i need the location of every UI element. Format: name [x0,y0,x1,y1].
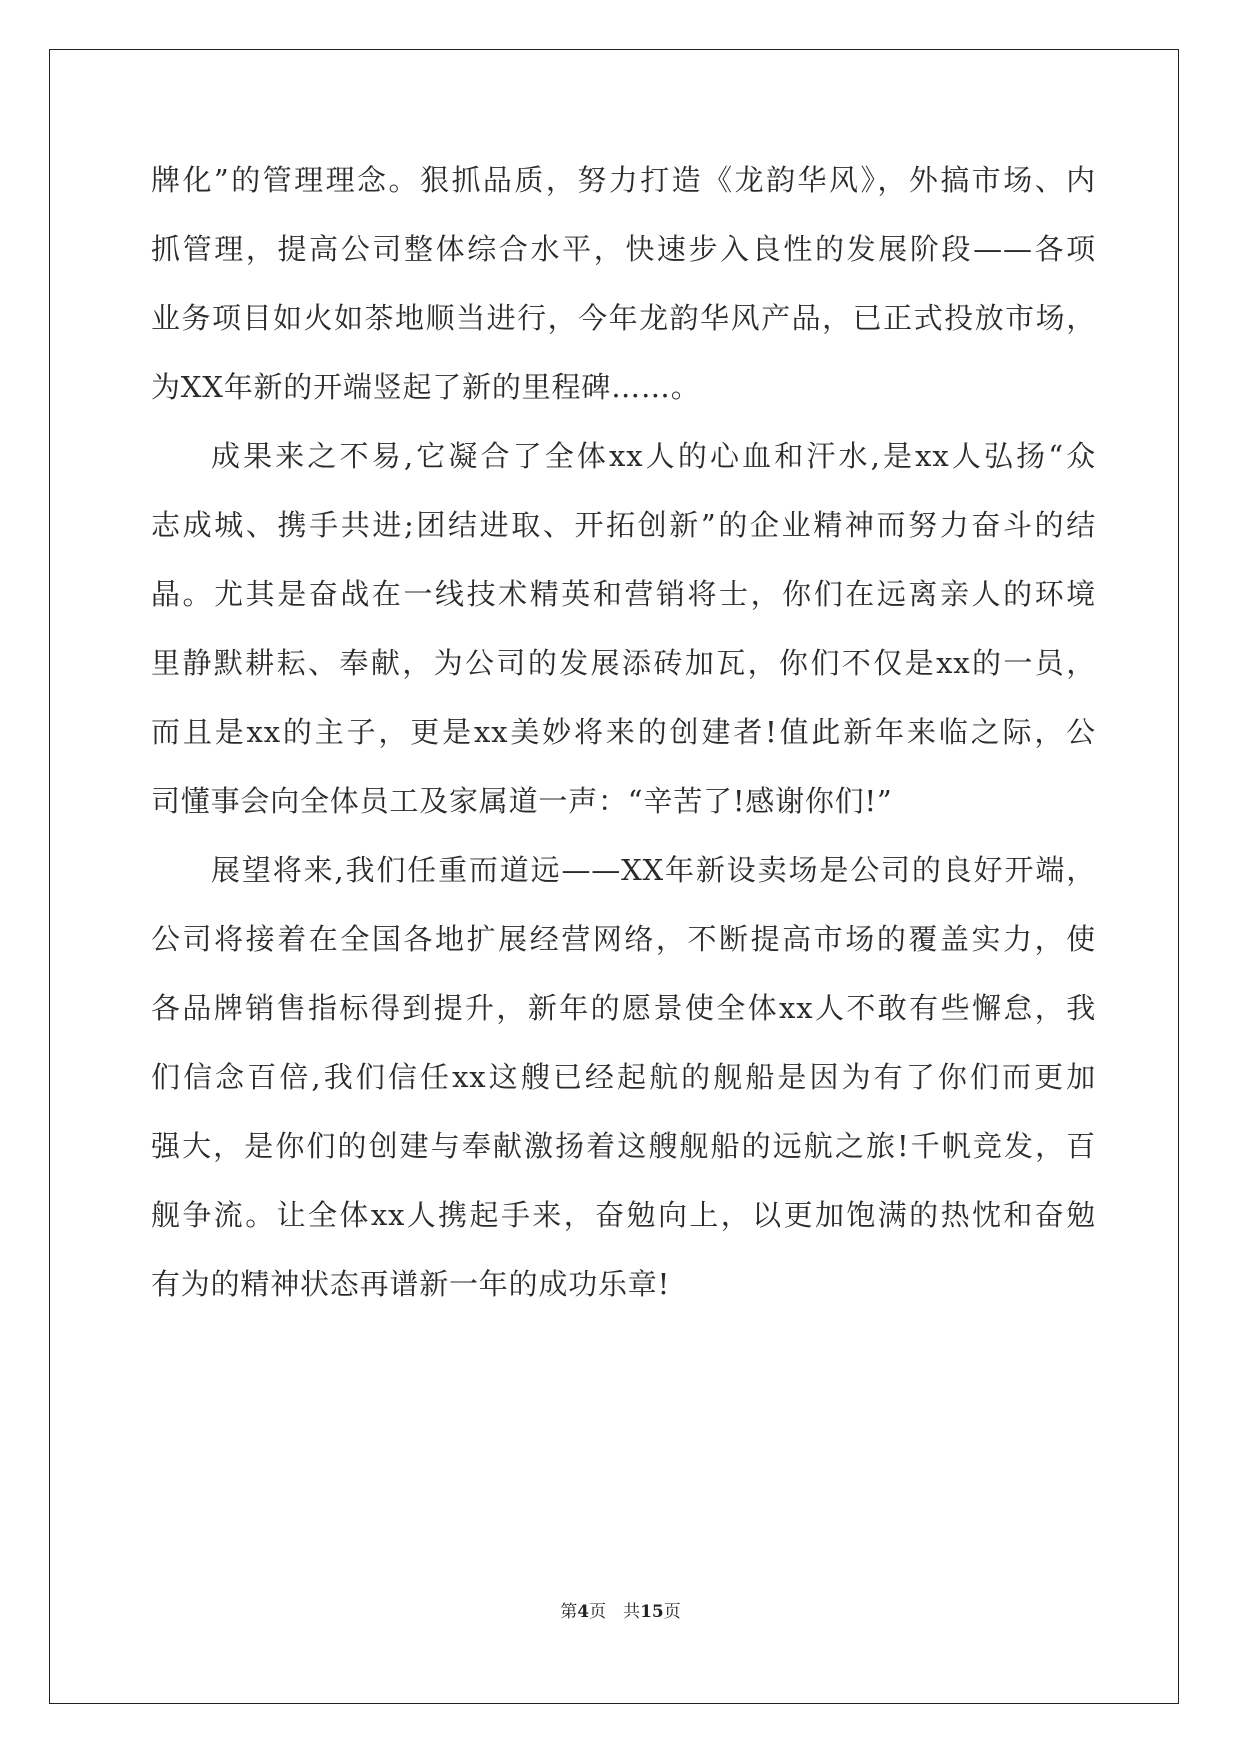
paragraph-3-line-7: 有为的精神状态再谱新一年的成功乐章! [151,1267,671,1301]
footer-prefix: 第 [560,1602,578,1622]
paragraph-2-line-5: 而且是xx的主子，更是xx美妙将来的创建者!值此新年来临之际，公 [151,715,1096,749]
paragraph-3-line-6: 舰争流。让全体xx人携起手来，奋勉向上，以更加饱满的热忱和奋勉 [151,1198,1096,1232]
paragraph-1-line-3: 业务项目如火如茶地顺当进行，今年龙韵华风产品，已正式投放市场， [151,301,1096,335]
paragraph-3-line-5: 强大，是你们的创建与奉献激扬着这艘舰船的远航之旅!千帆竞发，百 [151,1129,1096,1163]
paragraph-2-line-6: 司懂事会向全体员工及家属道一声：“辛苦了!感谢你们!” [151,784,893,818]
paragraph-2-line-3: 晶。尤其是奋战在一线技术精英和营销将士，你们在远离亲人的环境 [151,577,1096,611]
paragraph-3-line-3: 各品牌销售指标得到提升，新年的愿景使全体xx人不敢有些懈怠，我 [151,991,1096,1025]
paragraph-3-line-1: 展望将来,我们任重而道远——XX年新设卖场是公司的良好开端， [211,853,1096,887]
paragraph-3-line-4: 们信念百倍,我们信任xx这艘已经起航的舰船是因为有了你们而更加 [151,1060,1096,1094]
page-footer [0,1600,1241,1624]
paragraph-2-line-2: 志成城、携手共进;团结进取、开拓创新”的企业精神而努力奋斗的结 [151,508,1096,542]
footer-middle: 页 共 [589,1602,641,1622]
footer-suffix: 页 [663,1602,681,1622]
paragraph-2-line-1: 成果来之不易,它凝合了全体xx人的心血和汗水,是xx人弘扬“众 [211,439,1096,473]
paragraph-2-line-4: 里静默耕耘、奉献，为公司的发展添砖加瓦，你们不仅是xx的一员， [151,646,1096,680]
paragraph-1-line-4: 为XX年新的开端竖起了新的里程碑……。 [151,370,701,404]
paragraph-1-line-2: 抓管理，提高公司整体综合水平，快速步入良性的发展阶段——各项 [151,232,1096,266]
current-page-number: 4 [577,1602,590,1622]
paragraph-1-line-1: 牌化”的管理理念。狠抓品质，努力打造《龙韵华风》，外搞市场、内 [151,163,1096,197]
total-pages-number: 15 [640,1602,664,1622]
paragraph-3-line-2: 公司将接着在全国各地扩展经营网络，不断提高市场的覆盖实力，使 [151,922,1096,956]
